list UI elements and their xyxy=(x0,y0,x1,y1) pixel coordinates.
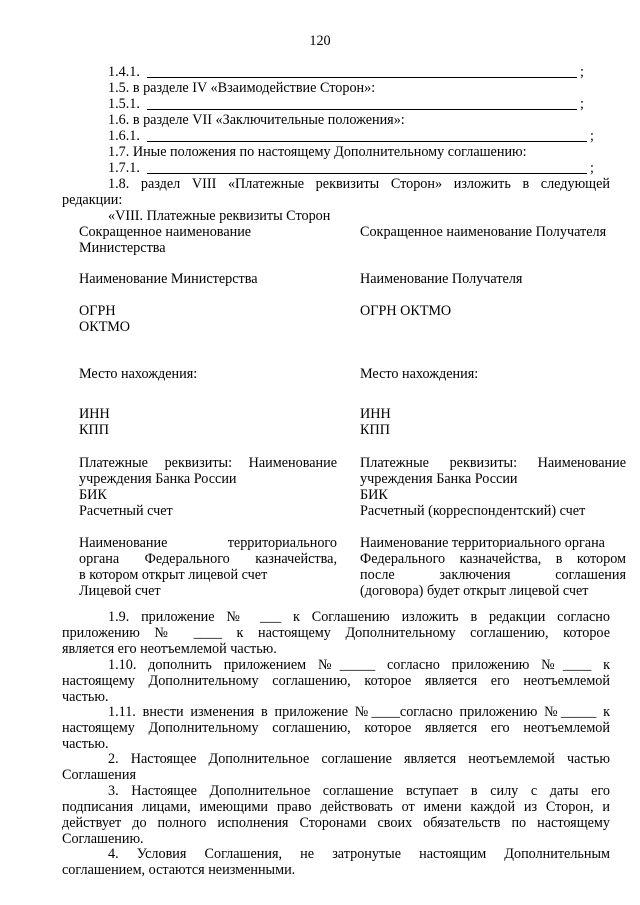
paragraph-3 xyxy=(62,783,610,847)
left-treasury-line: Наименование территориального xyxy=(79,535,337,551)
left-short-name-line: Сокращенное наименование xyxy=(79,224,252,240)
left-kpp: КПП xyxy=(79,422,109,438)
item-1-4-1-label: 1.4.1. xyxy=(108,64,140,80)
right-short-name: Сокращенное наименование Получателя xyxy=(360,224,607,240)
left-oktmo: ОКТМО xyxy=(79,319,131,335)
paragraph-line: 4. Условия Соглашения, не затронутые настоящим Дополнительным xyxy=(108,846,610,862)
left-treasury-line: органа Федерального казначейства, xyxy=(79,551,337,567)
item-1-4-1-blank xyxy=(147,77,577,78)
left-name: Наименование Министерства xyxy=(79,271,258,287)
paragraph-line: частью. xyxy=(62,736,109,752)
paragraph-line: 2. Настоящее Дополнительное соглашение является неотъемлемой частью xyxy=(108,751,610,767)
right-ogrn-oktmo: ОГРН ОКТМО xyxy=(360,303,452,319)
left-short-name-line: Министерства xyxy=(79,240,166,256)
right-treasury-line: Наименование территориального органа xyxy=(360,535,605,551)
right-treasury-line: после заключения соглашения xyxy=(360,567,626,583)
paragraph-line: является его неотъемлемой частью. xyxy=(62,641,277,657)
right-payment-line: учреждения Банка России xyxy=(360,471,518,487)
right-name: Наименование Получателя xyxy=(360,271,523,287)
page-number: 120 xyxy=(309,33,331,49)
left-payment-line: БИК xyxy=(79,487,107,503)
right-treasury-line: Федерального казначейства, в котором xyxy=(360,551,626,567)
right-location: Место нахождения: xyxy=(360,366,479,382)
paragraph-line: 3. Настоящее Дополнительное соглашение вступает в силу с даты его xyxy=(108,783,610,799)
paragraph-line: частью. xyxy=(62,689,109,705)
paragraph-line: соглашением, остаются неизменными. xyxy=(62,862,296,878)
left-treasury-line: в котором открыт лицевой счет xyxy=(79,567,268,583)
item-1-5-1-blank xyxy=(147,109,577,110)
left-inn: ИНН xyxy=(79,406,110,422)
item-1-7-1-label: 1.7.1. xyxy=(108,160,140,176)
item-1-6-1-label: 1.6.1. xyxy=(108,128,140,144)
paragraph-line: 1.9. приложение № ___ к Соглашению изложить в редакции согласно xyxy=(108,609,610,625)
paragraph-2 xyxy=(62,751,610,783)
item-1-7-1-end: ; xyxy=(590,160,594,176)
left-payment xyxy=(79,455,337,519)
item-1-8-line2: редакции: xyxy=(62,192,123,208)
item-1-7-1-blank xyxy=(147,173,587,174)
left-treasury xyxy=(79,535,337,599)
right-payment-line: БИК xyxy=(360,487,388,503)
paragraph-line: приложению № ____ к настоящему Дополнительному соглашению, которое xyxy=(62,625,610,641)
right-treasury-line: (договора) будет открыт лицевой счет xyxy=(360,583,589,599)
paragraph-line: действует до полного исполнения Сторонами своих обязательств по настоящему xyxy=(62,815,610,831)
right-payment-line: Платежные реквизиты: Наименование xyxy=(360,455,626,471)
item-1-8-line1: 1.8. раздел VIII «Платежные реквизиты Сторон» изложить в следующей xyxy=(108,176,610,192)
paragraph-1-9 xyxy=(62,609,610,657)
left-payment-line: Платежные реквизиты: Наименование xyxy=(79,455,337,471)
section-viii-title: «VIII. Платежные реквизиты Сторон xyxy=(108,208,331,224)
left-location: Место нахождения: xyxy=(79,366,198,382)
right-inn: ИНН xyxy=(360,406,391,422)
paragraph-line: настоящему Дополнительному соглашению, которое является его неотъемлемой xyxy=(62,720,610,736)
right-kpp: КПП xyxy=(360,422,390,438)
item-1-5-1-label: 1.5.1. xyxy=(108,96,140,112)
left-short-name xyxy=(79,224,337,256)
paragraph-1-11 xyxy=(62,704,610,752)
right-treasury xyxy=(360,535,626,599)
item-1-5-1-end: ; xyxy=(580,96,584,112)
right-payment-line: Расчетный (корреспондентский) счет xyxy=(360,503,586,519)
left-ogrn: ОГРН xyxy=(79,303,116,319)
paragraph-line: 1.10. дополнить приложением №_____ согласно приложению №____ к xyxy=(108,657,610,673)
item-1-6-1-end: ; xyxy=(590,128,594,144)
left-payment-line: Расчетный счет xyxy=(79,503,173,519)
paragraph-line: Соглашению. xyxy=(62,831,144,847)
paragraph-line: Соглашения xyxy=(62,767,136,783)
item-1-6-heading: 1.6. в разделе VII «Заключительные положения»: xyxy=(108,112,405,128)
item-1-7-heading: 1.7. Иные положения по настоящему Дополнительному соглашению: xyxy=(108,144,527,160)
paragraph-line: настоящему Дополнительному соглашению, которое является его неотъемлемой xyxy=(62,673,610,689)
item-1-4-1-end: ; xyxy=(580,64,584,80)
left-treasury-line: Лицевой счет xyxy=(79,583,161,599)
right-payment xyxy=(360,455,626,519)
item-1-6-1-blank xyxy=(147,141,587,142)
left-payment-line: учреждения Банка России xyxy=(79,471,237,487)
paragraph-4 xyxy=(62,846,610,878)
item-1-5-heading: 1.5. в разделе IV «Взаимодействие Сторон»: xyxy=(108,80,376,96)
paragraph-line: подписания лицами, имеющими право действовать от имени каждой из Сторон, и xyxy=(62,799,610,815)
paragraph-1-10 xyxy=(62,657,610,705)
paragraph-line: 1.11. внести изменения в приложение №____согласно приложению №_____ к xyxy=(108,704,610,720)
